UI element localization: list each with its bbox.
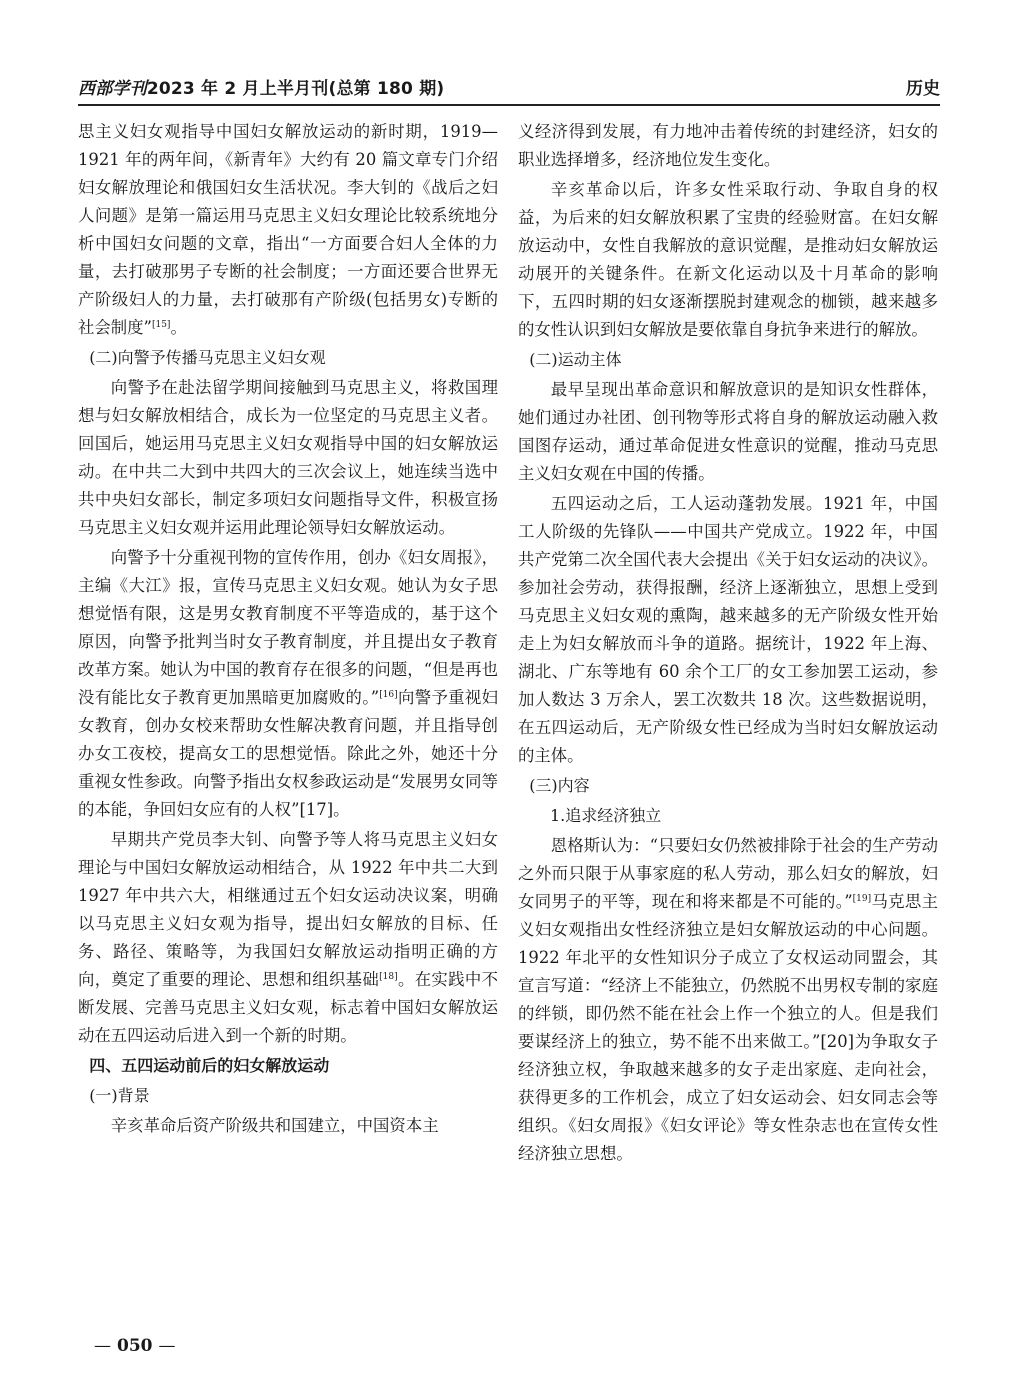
page-footer bbox=[88, 1336, 182, 1356]
body-text: 向警予十分重视刊物的宣传作用，创办《妇女周报》，主编《大江》报，宣传马克思主义妇女观。她认为女子思想觉悟有限，这是男女教育制度不平等造成的，基于这个原因，向警予批判当时女子教育制度，并且提出女子教育改革方案。她认为中国的教育存在很多的问题，“但是再也没有能比女子教育更加黑暗更加腐败的。” bbox=[78, 548, 498, 707]
paragraph bbox=[518, 490, 938, 770]
body-text: 恩格斯认为：“只要妇女仍然被排除于社会的生产劳动之外而只限于从事家庭的私人劳动，那么妇女的解放，妇女同男子的平等，现在和将来都是不可能的。” bbox=[518, 836, 938, 911]
body-text: 向警予在赴法留学期间接触到马克思主义，将救国理想与妇女解放相结合，成长为一位坚定的马克思主义者。回国后，她运用马克思主义妇女观指导中国的妇女解放运动。在中共二大到中共四大的三次会议上，她连续当选中共中央妇女部长，制定多项妇女问题指导文件，积极宣扬马克思主义妇女观并运用此理论领导妇女解放运动。 bbox=[78, 378, 498, 537]
body-text: (一)背景 bbox=[89, 1086, 150, 1105]
footer-dash-right: — bbox=[158, 1336, 176, 1356]
paragraph bbox=[518, 118, 938, 174]
paragraph bbox=[518, 376, 938, 488]
paragraph bbox=[78, 374, 498, 542]
paragraph bbox=[78, 544, 498, 824]
paragraph bbox=[78, 1112, 498, 1140]
body-text: 辛亥革命后资产阶级共和国建立，中国资本主 bbox=[110, 1116, 439, 1135]
left-column bbox=[78, 118, 498, 1142]
issue-info: 2023 年 2 月上半月刊(总第 180 期) bbox=[146, 79, 445, 99]
running-header bbox=[78, 70, 940, 106]
body-text: 。 bbox=[170, 318, 187, 337]
citation-ref: [19] bbox=[852, 894, 872, 904]
subsection-heading bbox=[518, 772, 938, 800]
body-text: 五四运动之后，工人运动蓬勃发展。1921 年，中国工人阶级的先锋队——中国共产党成立。1922 年，中国共产党第二次全国代表大会提出《关于妇女运动的决议》。参加社会劳动，获得报酬，经济上逐渐独立，思想上受到马克思主义妇女观的熏陶，越来越多的无产阶级女性开始走上为妇女解放而斗争的道路。据统计，1922 年上海、湖北、广东等地有 60 余个工厂的女工参加罢工运动，参加人数达 3 万余人，罢工次数共 18 次。这些数据说明，在五四运动后，无产阶级女性已经成为当时妇女解放运动的主体。 bbox=[518, 494, 938, 765]
subsection-heading bbox=[78, 1082, 498, 1110]
body-text: 1.追求经济独立 bbox=[550, 806, 662, 825]
body-text: 马克思主义妇女观指出女性经济独立是妇女解放运动的中心问题。1922 年北平的女性知识分子成立了女权运动同盟会，其宣言写道：“经济上不能独立，仍然脱不出男权专制的家庭的绊锁，即仍然不能在社会上作一个独立的人。但是我们要谋经济上的独立，势不能不出来做工。”[20]为争取女子经济独立权，争取越来越多的女子走出家庭、走向社会，获得更多的工作机会，成立了妇女运动会、妇女同志会等组织。《妇女周报》《妇女评论》等女性杂志也在宣传女性经济独立思想。 bbox=[518, 892, 938, 1163]
body-text: 义经济得到发展，有力地冲击着传统的封建经济，妇女的职业选择增多，经济地位发生变化。 bbox=[518, 122, 938, 169]
page-number: 050 bbox=[117, 1336, 153, 1356]
body-text: 最早呈现出革命意识和解放意识的是知识女性群体，她们通过办社团、创刊物等形式将自身的解放运动融入救国图存运动，通过革命促进女性意识的觉醒，推动马克思主义妇女观在中国的传播。 bbox=[518, 380, 938, 483]
body-text: 早期共产党员李大钊、向警予等人将马克思主义妇女理论与中国妇女解放运动相结合，从 1922 年中共二大到 1927 年中共六大，相继通过五个妇女运动决议案，明确以马克思主义妇女观为指导，提出妇女解放的目标、任务、路径、策略等，为我国妇女解放运动指明正确的方向，奠定了重要的理论、思想和组织基础 bbox=[78, 830, 498, 989]
subsubsection-heading bbox=[518, 802, 938, 830]
footer-dash-left: — bbox=[94, 1336, 111, 1356]
citation-ref: [15] bbox=[151, 320, 171, 330]
citation-ref: [16] bbox=[379, 690, 398, 700]
body-text: (三)内容 bbox=[529, 776, 590, 795]
body-text: 四、五四运动前后的妇女解放运动 bbox=[89, 1056, 330, 1075]
body-text: (二)运动主体 bbox=[529, 350, 622, 369]
paragraph bbox=[518, 832, 938, 1168]
section-heading bbox=[78, 1052, 498, 1080]
journal-logo: 西部学刊 bbox=[78, 79, 147, 99]
subsection-heading bbox=[78, 344, 498, 372]
subsection-heading bbox=[518, 346, 938, 374]
body-text: 。在实践中不断发展、完善马克思主义妇女观，标志着中国妇女解放运动在五四运动后进入到一个新的时期。 bbox=[78, 970, 499, 1045]
journal-issue bbox=[78, 74, 444, 99]
body-text: 向警予重视妇女教育，创办女校来帮助女性解决教育问题，并且指导创办女工夜校，提高女工的思想觉悟。除此之外，她还十分重视女性参政。向警予指出女权参政运动是“发展男女同等的本能，争回妇女应有的人权”[17]。 bbox=[78, 688, 499, 819]
paragraph bbox=[78, 118, 498, 342]
citation-ref: [18] bbox=[379, 972, 398, 982]
body-text: 辛亥革命以后，许多女性采取行动、争取自身的权益，为后来的妇女解放积累了宝贵的经验财富。在妇女解放运动中，女性自我解放的意识觉醒，是推动妇女解放运动展开的关键条件。在新文化运动以及十月革命的影响下，五四时期的妇女逐渐摆脱封建观念的枷锁，越来越多的女性认识到妇女解放是要依靠自身抗争来进行的解放。 bbox=[518, 180, 938, 339]
paragraph bbox=[78, 826, 498, 1050]
right-column bbox=[518, 118, 938, 1170]
body-text: 思主义妇女观指导中国妇女解放运动的新时期，1919—1921 年的两年间，《新青年》大约有 20 篇文章专门介绍妇女解放理论和俄国妇女生活状况。李大钊的《战后之妇人问题》是第一篇运用马克思主义妇女理论比较系统地分析中国妇女问题的文章，指出“一方面要合妇人全体的力量，去打破那男子专断的社会制度；一方面还要合世界无产阶级妇人的力量，去打破那有产阶级(包括男女)专断的社会制度” bbox=[78, 122, 498, 337]
body-text: (二)向警予传播马克思主义妇女观 bbox=[89, 348, 326, 367]
paragraph bbox=[518, 176, 938, 344]
section-label: 历史 bbox=[906, 79, 940, 99]
